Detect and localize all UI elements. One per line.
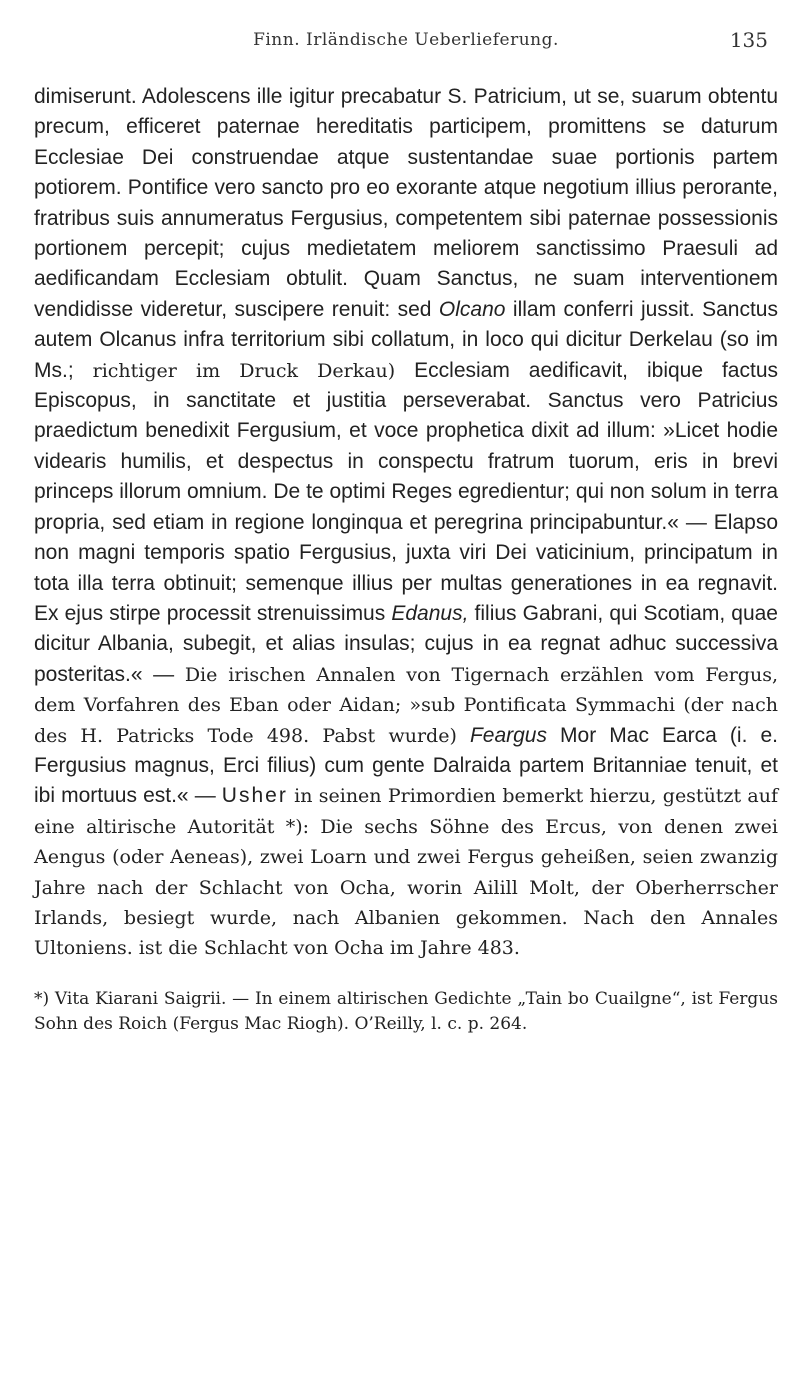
text-run: Ecclesiam aedificavit, ibique factus Episcopus, in sanctitate et justitia perseverabat. Sanctus vero Patricius praedictum benedixit Fergusium, et voce prophetica dixit ad illum: »Licet hodie videaris humilis, et despectus in conspectu fratrum tuorum, eris in brevi princeps illorum omnium. De te optimi Reges egredientur; qui non solum in terra propria, sed etiam in regione longinqua et peregrina principabuntur.« — Elapso non magni temporis spatio Fergusius, juxta viri Dei vaticinium, principatum in tota illa terra obtinuit; semenque illius per multas generationes in ea regnavit. Ex ejus stirpe processit strenuissimus	[34, 358, 778, 625]
page-header	[34, 26, 778, 60]
name-usher: Usher	[221, 784, 288, 808]
text-run	[457, 724, 470, 747]
text-run: Mor Mac Earca (i. e. Fergusius magnus, Erci filius) cum gente Dalraida partem Britanniae tenuit, et ibi mortuus est.« —	[34, 723, 778, 808]
text-run: filius Gabrani, qui Scotiam, quae dicitur Albania, subegit, et alias insulas; cujus in ea regnat adhuc successiva posteritas.« —	[34, 601, 778, 686]
text-run: illam conferri jussit. Sanctus autem Olcanus infra territorium sibi collatum, in loco qui dicitur Derkelau (so im Ms.;	[34, 297, 778, 382]
footnote-text: *) Vita Kiarani Saigrii. — In einem altirischen Gedichte „Tain bo Cuailgne“, ist Fergus Sohn des Roich (Fergus Mac Riogh). O’Reilly, l. c. p. 264.	[34, 988, 778, 1034]
footnote	[34, 986, 778, 1036]
page-number: 135	[729, 28, 768, 52]
page	[34, 26, 778, 1036]
text-run: dimiserunt. Adolescens ille igitur precabatur S. Patricium, ut se, suarum obtentu precum, efficeret paternae hereditatis participem, promittens se daturum Ecclesiae Dei construendae atque sustentandae suae portionis partem potiorem. Pontifice vero sancto pro eo exorante atque negotium illius perorante, fratribus suis annumeratus Fergusius, competentem sibi paternae possessionis portionem percepit; cujus medietatem meliorem sanctissimo Praesuli ad aedificandam Ecclesiam obtulit. Quam Sanctus, ne suam interventionem vendidisse videretur, suscipere renuit: sed	[34, 85, 778, 321]
german-gloss: richtiger im Druck Derkau)	[92, 359, 396, 382]
italic-name-edanus: Edanus,	[391, 601, 469, 625]
german-commentary: Die irischen Annalen von Tigernach erzählen vom Fergus, dem Vorfahren des Eban oder Aidan; »sub Pontificata Symmachi (der nach des H. Patricks Tode 498. Pabst wurde)	[34, 663, 778, 747]
main-paragraph	[34, 82, 778, 964]
running-head: Finn. Irländische Ueberlieferung.	[253, 30, 559, 50]
main-text	[34, 82, 778, 964]
italic-name-feargus: Feargus	[469, 723, 547, 747]
italic-name-olcano: Olcano	[438, 297, 506, 321]
german-commentary-2: in seinen Primordien bemerkt hierzu, gestützt auf eine altirische Autorität *): Die sechs Söhne des Ercus, von denen zwei Aengus (oder Aeneas), zwei Loarn und zwei Fergus geheißen, seien zwanzig Jahre nach der Schlacht von Ocha, worin Ailill Molt, der Oberherrscher Irlands, besiegt wurde, nach Albanien gekommen. Nach den Annales Ultoniens. ist die Schlacht von Ocha im Jahre 483.	[34, 785, 778, 960]
